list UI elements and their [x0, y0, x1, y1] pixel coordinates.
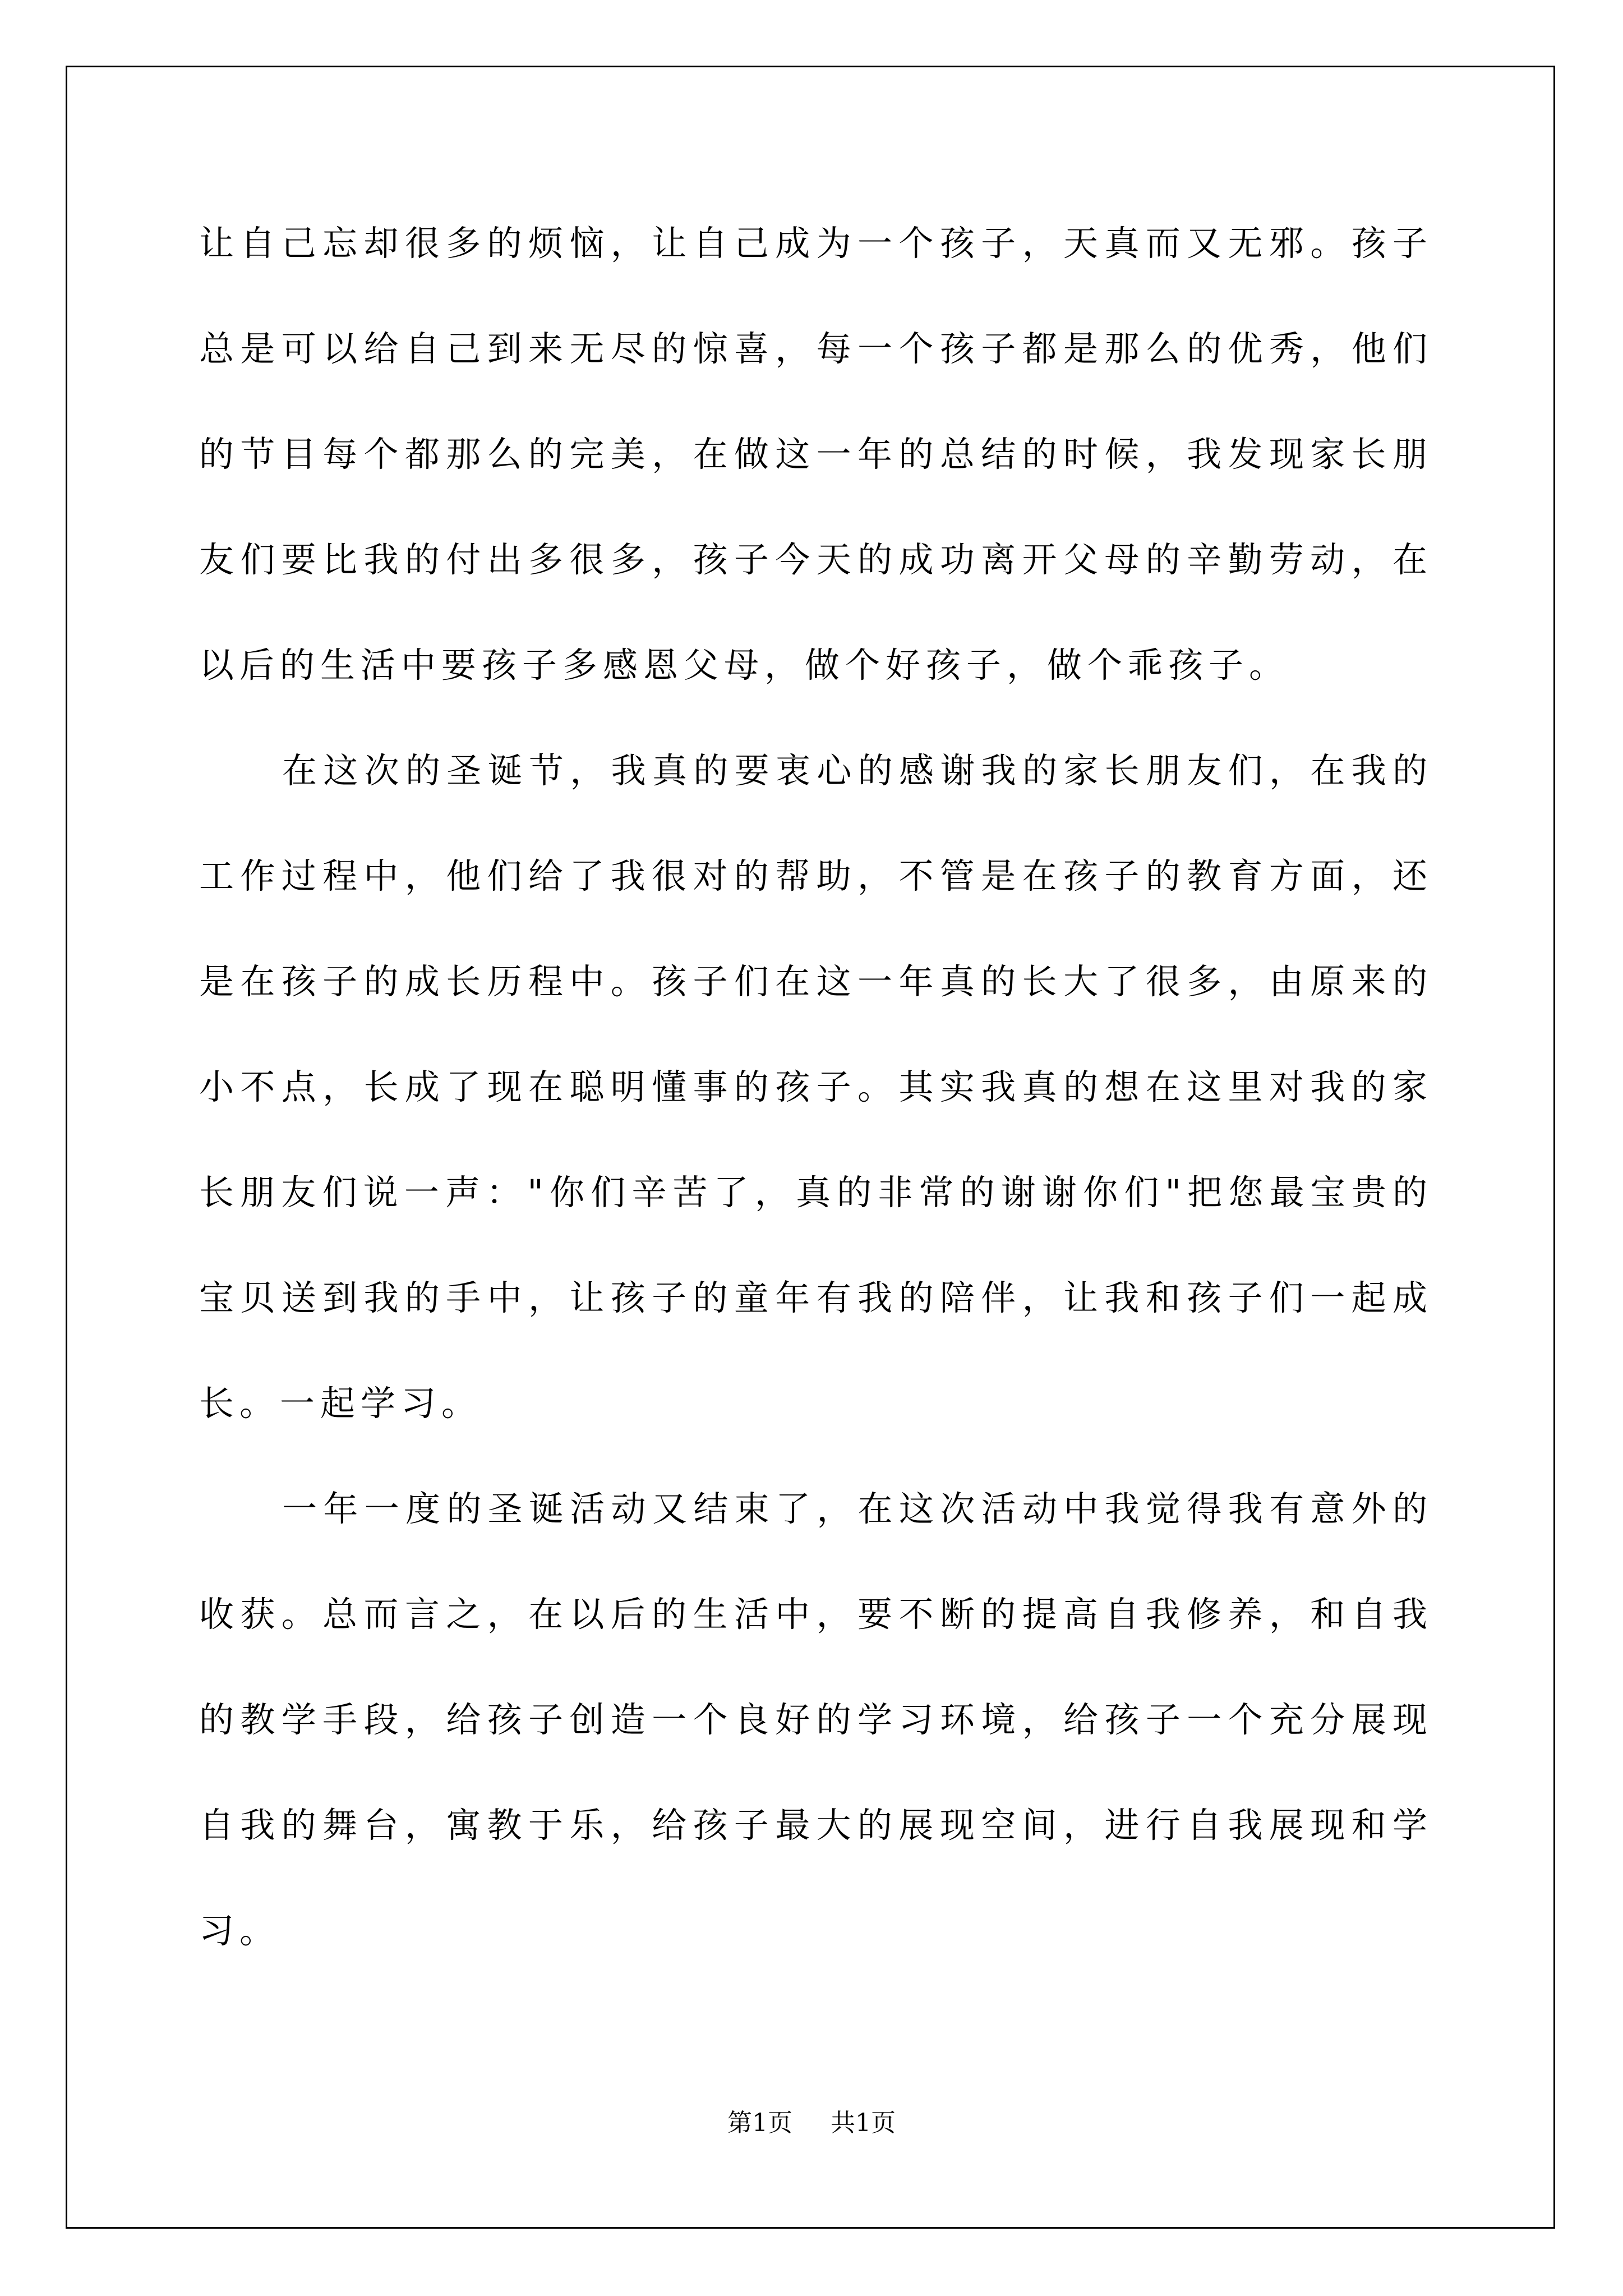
- paragraph-2: 在这次的圣诞节，我真的要衷心的感谢我的家长朋友们，在我的工作过程中，他们给了我很对的帮助，不管是在孩子的教育方面，还是在孩子的成长历程中。孩子们在这一年真的长大了很多，由原来的小不点，长成了现在聪明懂事的孩子。其实我真的想在这里对我的家长朋友们说一声："你们辛苦了，真的非常的谢谢你们"把您最宝贵的宝贝送到我的手中，让孩子的童年有我的陪伴，让我和孩子们一起成长。一起学习。: [199, 750, 1433, 1424]
- total-pages-label: 共1页: [831, 2109, 896, 2137]
- document-body: [199, 191, 1433, 1984]
- paragraph-1: 让自己忘却很多的烦恼，让自己成为一个孩子，天真而又无邪。孩子总是可以给自己到来无尽的惊喜，每一个孩子都是那么的优秀，他们的节目每个都那么的完美，在做这一年的总结的时候，我发现家长朋友们要比我的付出多很多，孩子今天的成功离开父母的辛勤劳动，在以后的生活中要孩子多感恩父母，做个好孩子，做个乖孩子。: [199, 223, 1433, 685]
- current-page-label: 第1页: [727, 2109, 792, 2137]
- page-footer: [0, 2106, 1623, 2140]
- paragraph-3: 一年一度的圣诞活动又结束了，在这次活动中我觉得我有意外的收获。总而言之，在以后的生活中，要不断的提高自我修养，和自我的教学手段，给孩子创造一个良好的学习环境，给孩子一个充分展现自我的舞台，寓教于乐，给孩子最大的展现空间，进行自我展现和学习。: [199, 1488, 1433, 1951]
